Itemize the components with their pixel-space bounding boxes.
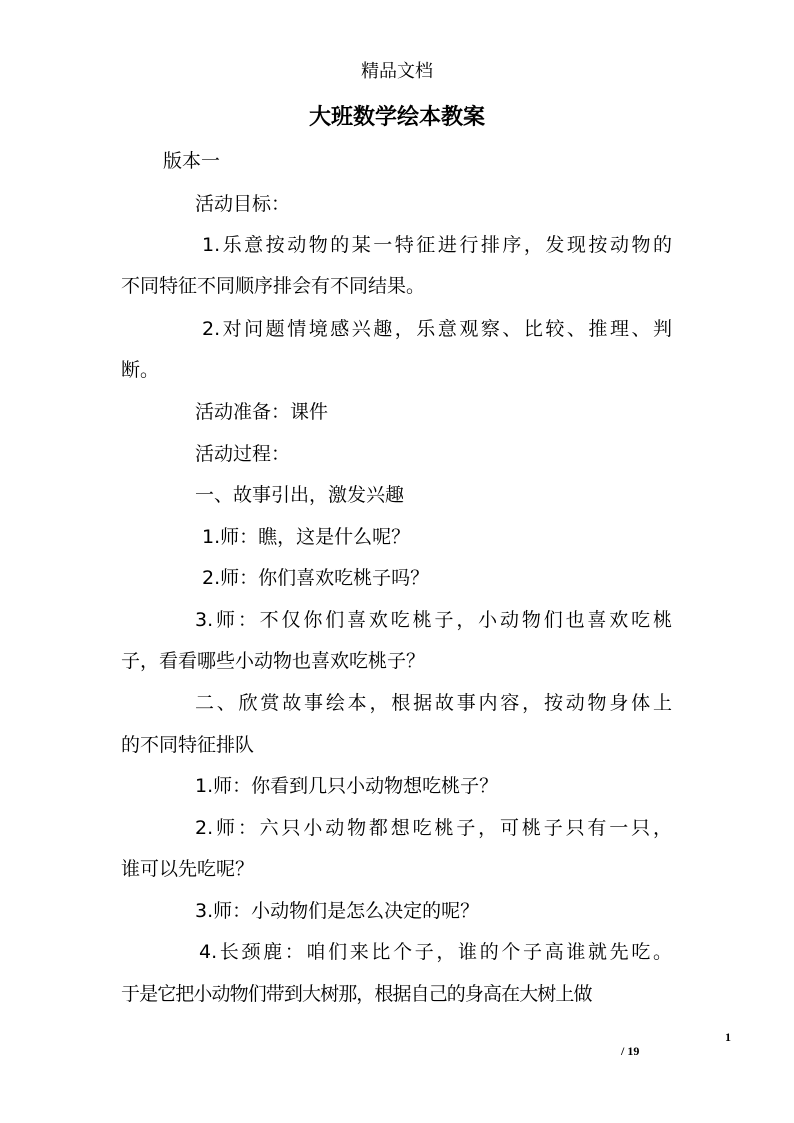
- document-title: 大班数学绘本教案: [308, 104, 485, 130]
- paragraph-line: 3.师：小动物们是怎么决定的呢？: [195, 900, 480, 922]
- page-number: 1: [725, 1030, 731, 1044]
- section-heading: 一、故事引出，激发兴趣: [195, 484, 405, 506]
- paragraph-line: 2.师：六只小动物都想吃桃子，可桃子只有一只，: [195, 817, 672, 839]
- paragraph-line: 3.师：不仅你们喜欢吃桃子，小动物们也喜欢吃桃: [195, 609, 672, 631]
- version-label: 版本一: [163, 150, 221, 172]
- page-total: / 19: [621, 1044, 640, 1058]
- paragraph-line: 2.师：你们喜欢吃桃子吗？: [202, 567, 430, 589]
- paragraph-line: 1.乐意按动物的某一特征进行排序，发现按动物的: [202, 234, 672, 256]
- paragraph-line: 断。: [121, 359, 160, 381]
- paragraph-line: 2.对问题情境感兴趣，乐意观察、比较、推理、判: [202, 318, 672, 340]
- heading-process: 活动过程：: [195, 443, 291, 465]
- paragraph-line: 1.师：你看到几只小动物想吃桃子？: [195, 775, 499, 797]
- paragraph-line: 子，看看哪些小动物也喜欢吃桃子？: [121, 650, 426, 672]
- heading-objectives: 活动目标：: [195, 193, 291, 215]
- paragraph-line: 谁可以先吃呢？: [121, 858, 255, 880]
- heading-preparation: 活动准备：课件: [195, 401, 329, 423]
- paragraph-line: 不同特征不同顺序排会有不同结果。: [121, 275, 426, 297]
- paragraph-line: 1.师：瞧，这是什么呢？: [202, 526, 411, 548]
- section-heading: 二、欣赏故事绘本，根据故事内容，按动物身体上: [195, 692, 672, 714]
- paragraph-line: 4.长颈鹿：咱们来比个子，谁的个子高谁就先吃。: [199, 941, 672, 963]
- section-heading-cont: 的不同特征排队: [121, 734, 255, 756]
- paragraph-line: 于是它把小动物们带到大树那，根据自己的身高在大树上做: [121, 983, 592, 1005]
- page-header: 精品文档: [361, 61, 433, 82]
